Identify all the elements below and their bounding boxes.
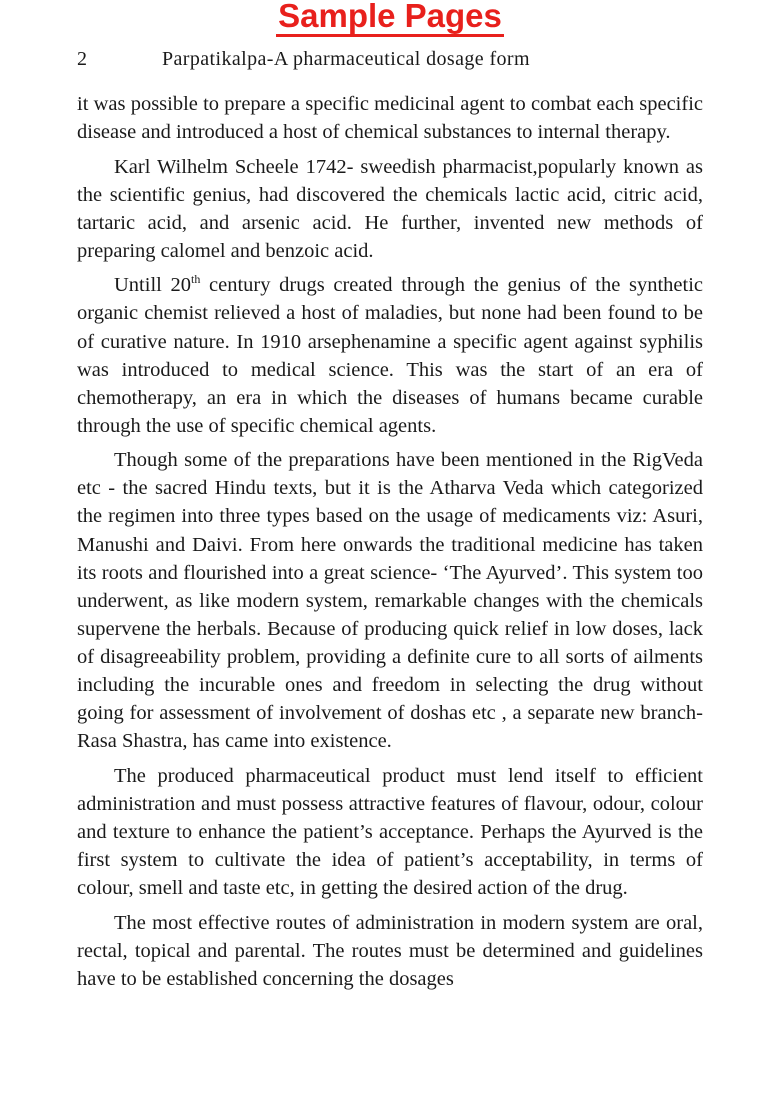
paragraph-5: The produced pharmaceutical product must lend itself to efficient administration and must possess attractive features of flavour, odour, colour and texture to enhance the patient’s acceptance. Perhaps the Ayurved is the first system to cultivate the idea of patient’s acceptability, in terms of colour, smell and taste etc, in getting the desired action of the drug. [77, 764, 703, 900]
page-number: 2 [77, 48, 87, 70]
running-title: Parpatikalpa-A pharmaceutical dosage form [162, 48, 530, 70]
paragraph-6: The most effective routes of administration in modern system are oral, rectal, topical and parental. The routes must be determined and guidelines have to be established concerning the dosages [77, 911, 703, 990]
ordinal-superscript: th [191, 272, 201, 287]
watermark-text: Sample Pages [276, 0, 504, 37]
paragraph-3-before-superscript: Untill 20 [114, 274, 192, 297]
paragraph-3 [77, 271, 703, 440]
paragraph-3-after-superscript: century drugs created through the genius of the synthetic organic chemist relieved a host of maladies, but none had been found to be of curative nature. In 1910 arsephenamine a specific agent against syphilis was introduced to medical science. This was the start of an era of chemotherapy, an era in which the diseases of humans became curable through the use of specific chemical agents. [77, 274, 704, 437]
paragraph-2: Karl Wilhelm Scheele 1742- sweedish pharmacist,popularly known as the scientific genius, had discovered the chemicals lactic acid, citric acid, tartaric acid, and arsenic acid. He further, invented new methods of preparing calomel and benzoic acid. [77, 155, 703, 262]
page-body [77, 90, 703, 993]
paragraph-1: it was possible to prepare a specific medicinal agent to combat each specific disease and introduced a host of chemical substances to internal therapy. [77, 93, 703, 144]
sample-pages-watermark [0, 0, 780, 36]
paragraph-4: Though some of the preparations have been mentioned in the RigVeda etc - the sacred Hindu texts, but it is the Atharva Veda which categorized the regimen into three types based on the usage of medicaments viz: Asuri, Manushi and Daivi. From here onwards the traditional medicine has taken its roots and flourished into a great science- ‘The Ayurved’. This system too underwent, as like modern system, remarkable changes with the chemicals supervene the herbals. Because of producing quick relief in low doses, lack of disagreeability problem, providing a definite cure to all sorts of ailments including the incurable ones and freedom in selecting the drug without going for assessment of involvement of doshas etc , a separate new branch- Rasa Shastra, has came into existence. [77, 449, 703, 753]
